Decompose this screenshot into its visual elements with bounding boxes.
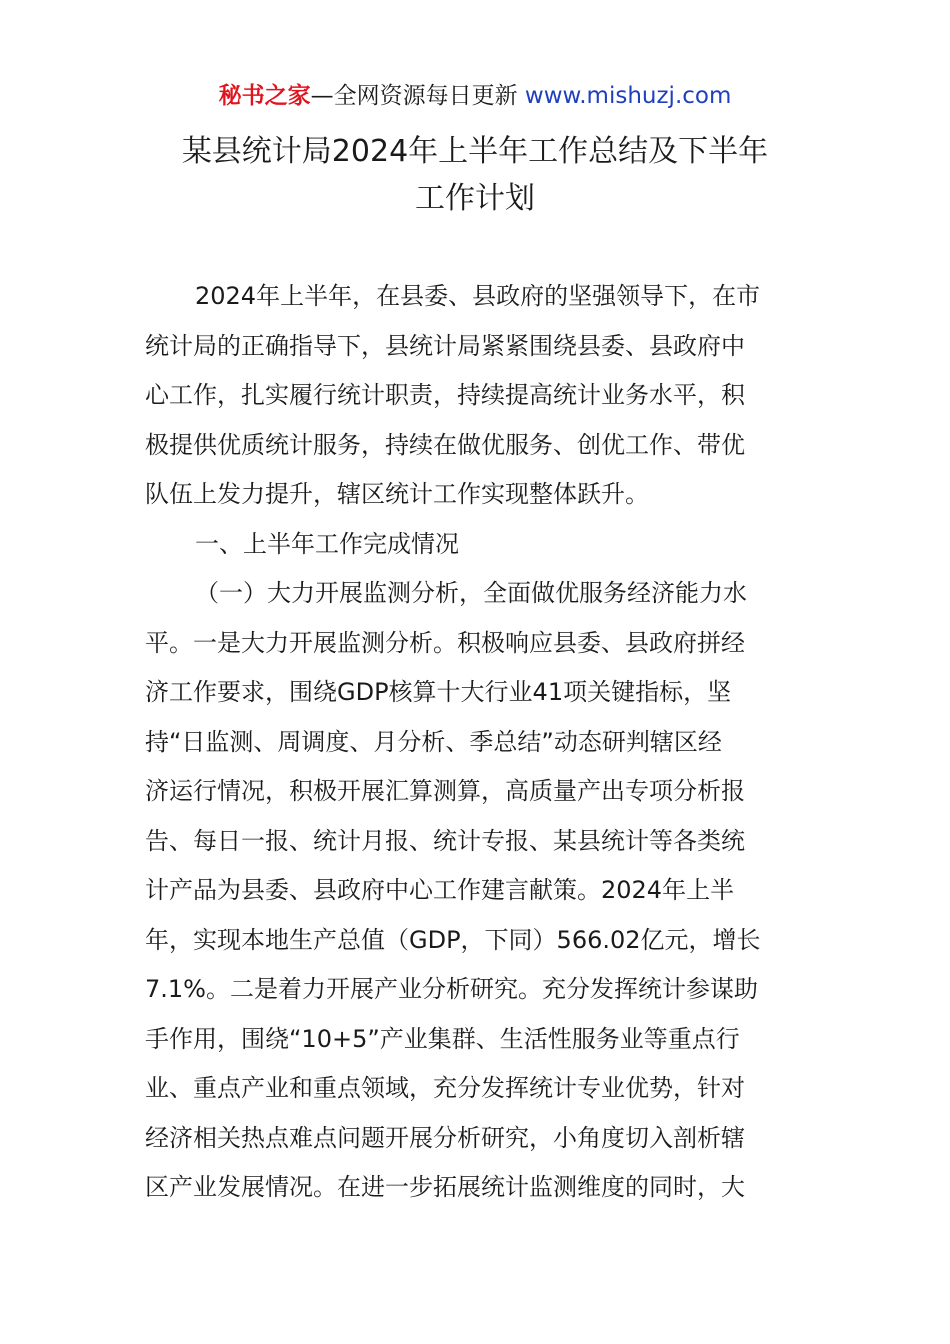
body-line: 济工作要求，围绕GDP核算十大行业41项关键指标，坚 (145, 678, 732, 706)
body-line: 持“日监测、周调度、月分析、季总结”动态研判辖区经 (145, 727, 722, 756)
body-line: 统计局的正确指导下，县统计局紧紧围绕县委、县政府中 (145, 331, 745, 360)
body-line: 心工作，扎实履行统计职责，持续提高统计业务水平，积 (145, 381, 745, 409)
document-body (145, 272, 825, 1213)
body-line: （一）大力开展监测分析，全面做优服务经济能力水 (195, 579, 747, 607)
title-line-1: 某县统计局2024年上半年工作总结及下半年 (181, 134, 769, 169)
body-line: 济运行情况，积极开展汇算测算，高质量产出专项分析报 (145, 777, 745, 805)
body-line: 年，实现本地生产总值（GDP，下同）566.02亿元，增长 (145, 925, 761, 954)
body-line: 经济相关热点难点问题开展分析研究，小角度切入剖析辖 (145, 1123, 745, 1152)
body-line: 计产品为县委、县政府中心工作建言献策。2024年上半 (145, 876, 735, 904)
document-title (0, 128, 950, 222)
body-line: 队伍上发力提升，辖区统计工作实现整体跃升。 (145, 480, 649, 508)
body-line: 7.1%。二是着力开展产业分析研究。充分发挥统计参谋助 (145, 975, 758, 1003)
title-line-2: 工作计划 (415, 181, 535, 216)
body-line: 平。一是大力开展监测分析。积极响应县委、县政府拼经 (145, 628, 745, 657)
body-line: 手作用，围绕“10+5”产业集群、生活性服务业等重点行 (145, 1024, 740, 1053)
body-line: 告、每日一报、统计月报、统计专报、某县统计等各类统 (145, 826, 745, 855)
section-heading: 一、上半年工作完成情况 (195, 529, 459, 558)
site-header (0, 80, 950, 112)
body-line: 区产业发展情况。在进一步拓展统计监测维度的同时，大 (145, 1173, 745, 1201)
site-tagline: —全网资源每日更新 (310, 83, 525, 109)
body-line: 2024年上半年，在县委、县政府的坚强领导下，在市 (195, 282, 761, 310)
site-url[interactable]: www.mishuzj.com (524, 83, 732, 109)
site-brand: 秘书之家 (218, 83, 311, 109)
body-line: 极提供优质统计服务，持续在做优服务、创优工作、带优 (145, 430, 745, 459)
body-line: 业、重点产业和重点领域，充分发挥统计专业优势，针对 (145, 1074, 745, 1102)
